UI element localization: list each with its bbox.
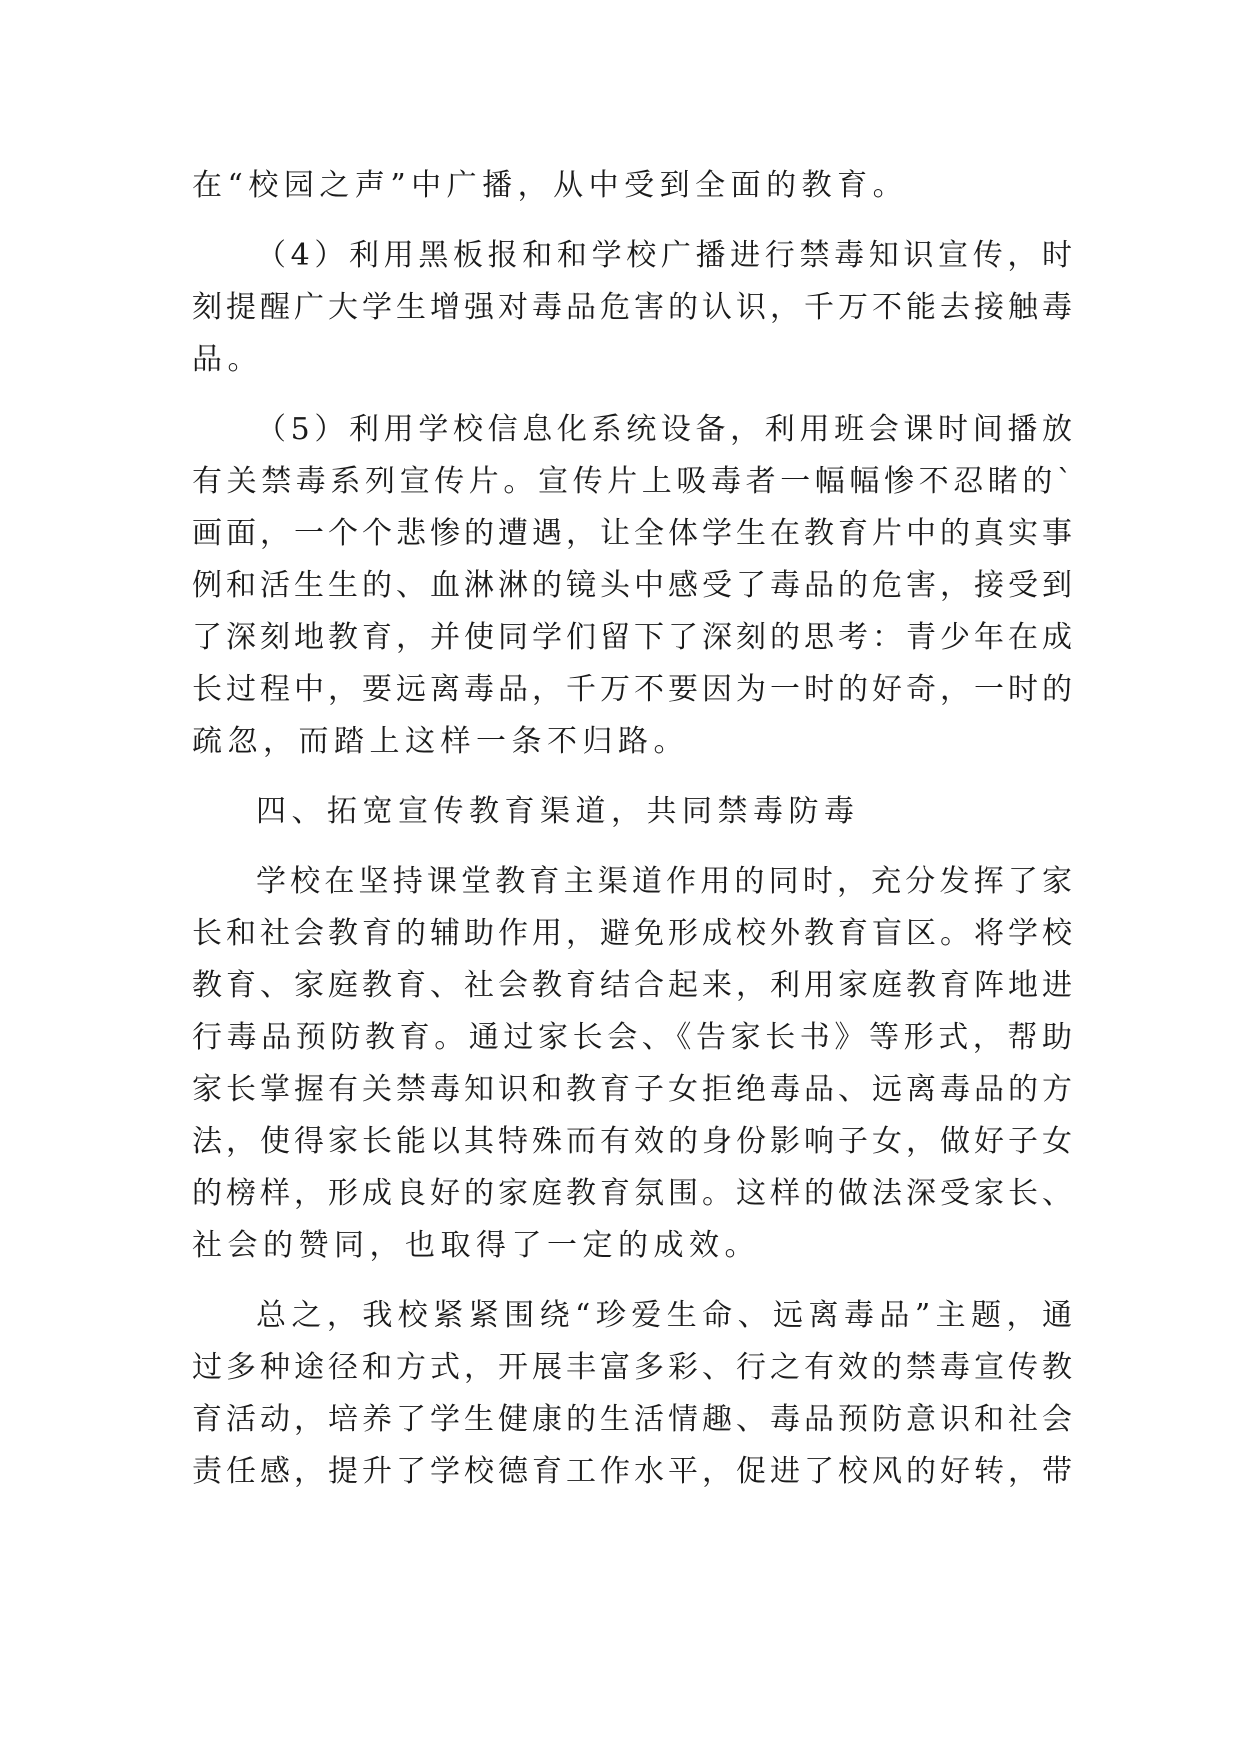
paragraph bbox=[192, 160, 1072, 212]
text-line: 行毒品预防教育。通过家长会、《告家长书》等形式，帮助 bbox=[192, 1020, 1072, 1055]
text-line: 总之，我校紧紧围绕“珍爱生命、远离毒品”主题，通 bbox=[256, 1298, 1072, 1333]
paragraph bbox=[192, 230, 1072, 386]
paragraph bbox=[192, 1290, 1072, 1498]
text-line: 责任感，提升了学校德育工作水平，促进了校风的好转，带 bbox=[192, 1454, 1072, 1489]
text-line: 社会的赞同，也取得了一定的成效。 bbox=[192, 1228, 760, 1263]
paragraph-gap bbox=[192, 212, 1072, 230]
text-line: 例和活生生的、血淋淋的镜头中感受了毒品的危害，接受到 bbox=[192, 568, 1072, 603]
section-heading bbox=[192, 786, 1072, 838]
paragraph-gap bbox=[192, 838, 1072, 856]
text-line: 的榜样，形成良好的家庭教育氛围。这样的做法深受家长、 bbox=[192, 1176, 1072, 1211]
paragraph bbox=[192, 856, 1072, 1272]
text-line: 疏忽，而踏上这样一条不归路。 bbox=[192, 724, 689, 759]
text-line: 刻提醒广大学生增强对毒品危害的认识，千万不能去接触毒 bbox=[192, 290, 1072, 325]
text-line: 教育、家庭教育、社会教育结合起来，利用家庭教育阵地进 bbox=[192, 968, 1072, 1003]
text-line: 长过程中，要远离毒品，千万不要因为一时的好奇，一时的 bbox=[192, 672, 1072, 707]
text-line: （4）利用黑板报和和学校广播进行禁毒知识宣传，时 bbox=[256, 238, 1072, 273]
text-line: 法，使得家长能以其特殊而有效的身份影响子女，做好子女 bbox=[192, 1124, 1072, 1159]
text-line: 画面，一个个悲惨的遭遇，让全体学生在教育片中的真实事 bbox=[192, 516, 1072, 551]
paragraph-gap bbox=[192, 386, 1072, 404]
text-line: 品。 bbox=[192, 342, 263, 377]
text-line: 育活动，培养了学生健康的生活情趣、毒品预防意识和社会 bbox=[192, 1402, 1072, 1437]
text-line: 学校在坚持课堂教育主渠道作用的同时，充分发挥了家 bbox=[256, 864, 1072, 899]
document-body bbox=[192, 160, 1072, 1498]
text-line: 长和社会教育的辅助作用，避免形成校外教育盲区。将学校 bbox=[192, 916, 1072, 951]
text-line: 家长掌握有关禁毒知识和教育子女拒绝毒品、远离毒品的方 bbox=[192, 1072, 1072, 1107]
text-line: 过多种途径和方式，开展丰富多彩、行之有效的禁毒宣传教 bbox=[192, 1350, 1072, 1385]
text-line: 了深刻地教育，并使同学们留下了深刻的思考：青少年在成 bbox=[192, 620, 1072, 655]
paragraph bbox=[192, 404, 1072, 768]
text-line: 四、拓宽宣传教育渠道，共同禁毒防毒 bbox=[256, 794, 860, 829]
paragraph-gap bbox=[192, 1272, 1072, 1290]
text-line: 有关禁毒系列宣传片。宣传片上吸毒者一幅幅惨不忍睹的` bbox=[192, 464, 1072, 499]
paragraph-gap bbox=[192, 768, 1072, 786]
text-line: （5）利用学校信息化系统设备，利用班会课时间播放 bbox=[256, 412, 1072, 447]
text-line: 在“校园之声”中广播，从中受到全面的教育。 bbox=[192, 168, 909, 203]
